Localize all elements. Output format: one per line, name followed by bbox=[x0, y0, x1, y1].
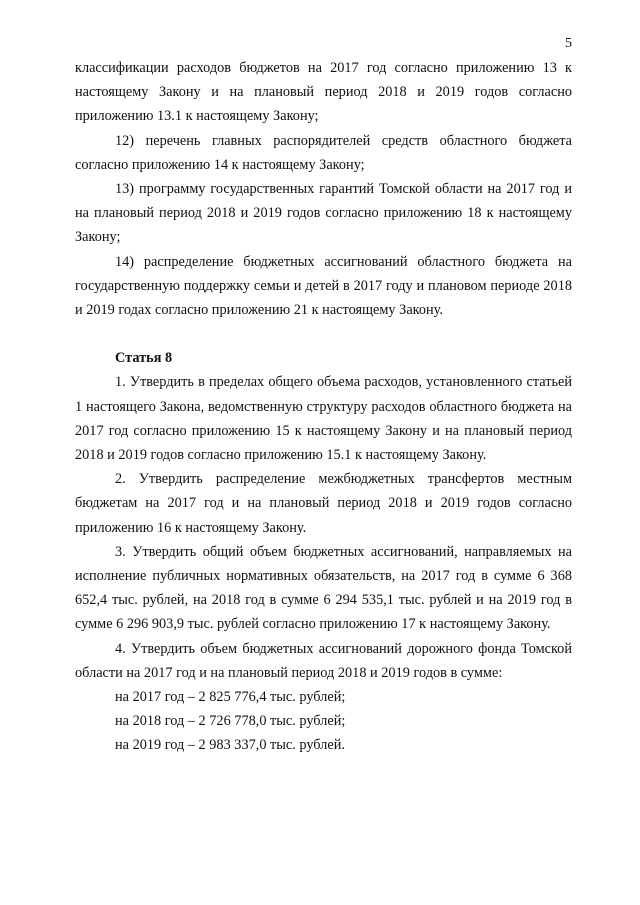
paragraph-article-8-part-2: 2. Утвердить распределение межбюджетных трансфертов местным бюджетам на 2017 год и на плановый период 2018 и 2019 годов согласно приложению 16 к настоящему Закону. bbox=[75, 471, 572, 536]
paragraph-item-14: 14) распределение бюджетных ассигнований областного бюджета на государственную поддержку семьи и детей в 2017 году и плановом периоде 2018 и 2019 годах согласно приложению 21 к настоящему Закону. bbox=[75, 253, 572, 319]
paragraph-classification-continuation: классификации расходов бюджетов на 2017 год согласно приложению 13 к настоящему Закону и на плановый период 2018 и 2019 годов согласно приложению 13.1 к настоящему Закону; bbox=[75, 60, 572, 125]
paragraph-article-8-part-3: 3. Утвердить общий объем бюджетных ассигнований, направляемых на исполнение публичных нормативных обязательств, на 2017 год в сумме 6 368 652,4 тыс. рублей, на 2018 год в сумме 6 294 535,1 тыс. рублей и на 2019 год в сумме 6 296 903,9 тыс. рублей согласно приложению 17 к настоящему Закону. bbox=[75, 543, 572, 633]
road-fund-2018: на 2018 год – 2 726 778,0 тыс. рублей; bbox=[115, 713, 346, 730]
paragraph-article-8-part-1: 1. Утвердить в пределах общего объема расходов, установленного статьей 1 настоящего Закона, ведомственную структуру расходов областного бюджета на 2017 год согласно приложению 15 к настоящему Закону и на плановый период 2018 и 2019 годов согласно приложению 15.1 к настоящему Закону. bbox=[75, 374, 572, 464]
road-fund-2019: на 2019 год – 2 983 337,0 тыс. рублей. bbox=[115, 737, 345, 754]
paragraph-article-8-part-4: 4. Утвердить объем бюджетных ассигнований дорожного фонда Томской области на 2017 год и на плановый период 2018 и 2019 годов в сумме: bbox=[75, 640, 572, 681]
paragraph-item-12: 12) перечень главных распорядителей средств областного бюджета согласно приложению 14 к настоящему Закону; bbox=[75, 132, 572, 173]
page-number: 5 bbox=[565, 36, 572, 51]
article-8-heading: Статья 8 bbox=[115, 350, 173, 367]
road-fund-2017: на 2017 год – 2 825 776,4 тыс. рублей; bbox=[115, 689, 346, 706]
paragraph-item-13: 13) программу государственных гарантий Томской области на 2017 год и на плановый период 2018 и 2019 годов согласно приложению 18 к настоящему Закону; bbox=[75, 181, 572, 246]
